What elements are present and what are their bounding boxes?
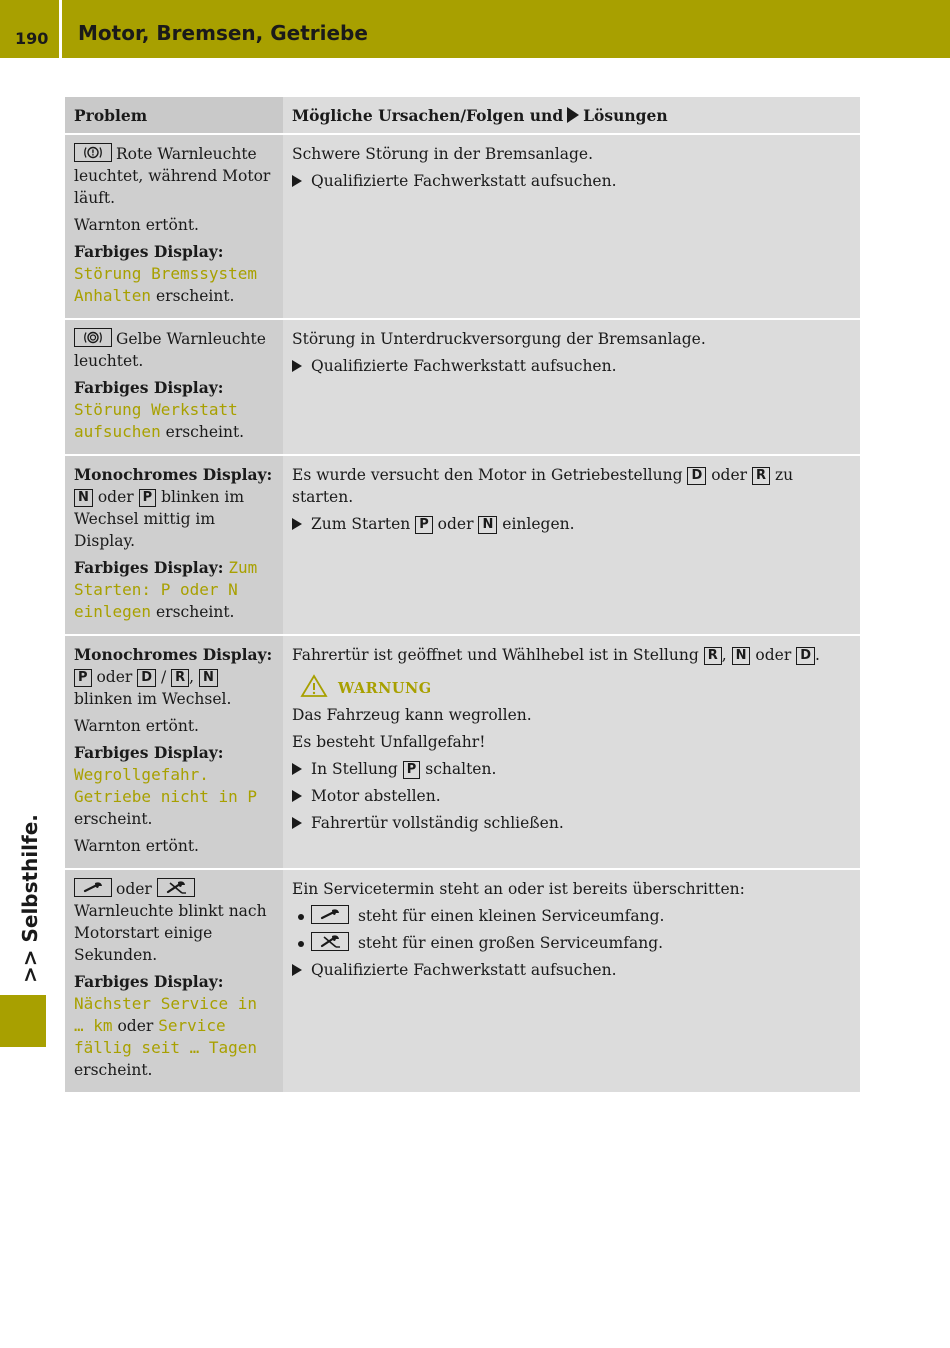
gear-key-badge: R — [752, 467, 770, 485]
mono-display-label: Monochromes Display: — [74, 645, 273, 664]
column-header-solutions — [283, 97, 860, 134]
column-header-solutions-b: Lösungen — [583, 106, 668, 125]
solution-cell — [283, 134, 860, 319]
solution-step-text-end: schalten. — [425, 760, 497, 778]
display-message-suffix: erscheint. — [156, 287, 235, 305]
table-row — [65, 635, 860, 869]
page-header — [0, 0, 950, 58]
gear-key-badge: N — [199, 669, 218, 687]
display-message-suffix: erscheint. — [165, 423, 245, 441]
problem-cell: Monochromes Display: P oder D / R , N blinken im Wechsel. Warnton ertönt. Farbiges Display: Wegrollgefahr. Getriebe nicht in P erscheint. Warnton ertönt. — [65, 635, 283, 869]
wrench-icon — [74, 878, 112, 897]
color-display-label: Farbiges Display: — [74, 972, 224, 991]
gear-key-badge: P — [415, 516, 433, 534]
solution-step — [292, 758, 852, 780]
or-text: oder — [97, 488, 134, 506]
list-item-text: steht für einen kleinen Serviceumfang. — [357, 907, 665, 925]
or-text: oder — [96, 668, 133, 686]
problem-text: Rote Warnleuchte leuchtet, während Motor läuft. — [74, 145, 271, 207]
column-header-problem: Problem — [65, 97, 283, 134]
display-message-suffix: erscheint. — [156, 603, 235, 621]
gear-key-badge: D — [687, 467, 706, 485]
gear-key-badge: R — [171, 669, 189, 687]
gear-key-badge: P — [74, 669, 92, 687]
solution-step-text-end: einlegen. — [502, 515, 575, 533]
cause-text: Störung in Unterdruckversorgung der Bremsanlage. — [292, 330, 706, 348]
problem-cell — [65, 134, 283, 319]
arrow-bullet-icon — [292, 763, 302, 775]
gear-key-badge: R — [704, 647, 722, 665]
solution-cell — [283, 455, 860, 635]
wrench-service-large-icon — [311, 932, 349, 951]
display-message: Nächster Service in … km — [74, 994, 258, 1035]
problem-text: Gelbe Warnleuchte leuchtet. — [74, 330, 266, 370]
list-item — [292, 932, 852, 954]
color-display-label: Farbiges Display: — [74, 378, 224, 397]
brake-warning-icon — [74, 328, 112, 347]
color-display-label: Farbiges Display: — [74, 743, 224, 762]
warning-text: Es besteht Unfallgefahr! — [292, 733, 486, 751]
solution-cell — [283, 869, 860, 1092]
warning-box-title — [300, 674, 852, 698]
column-header-solutions-a: Mögliche Ursachen/Folgen und — [292, 106, 564, 125]
display-message: Zum Starten: P oder N einlegen — [74, 558, 258, 621]
problem-text: blinken im Wechsel mittig im Display. — [74, 488, 245, 550]
or-text: oder — [437, 515, 474, 533]
section-side-label — [18, 808, 48, 983]
warning-sound-text: Warnton ertönt. — [74, 837, 199, 855]
gear-key-badge: P — [139, 489, 157, 507]
gear-key-badge: D — [796, 647, 815, 665]
solution-step — [292, 785, 852, 807]
solution-step — [292, 355, 852, 377]
arrow-bullet-icon — [292, 964, 302, 976]
solution-cell — [283, 319, 860, 455]
problem-cell — [65, 319, 283, 455]
solution-step-text: Zum Starten — [311, 515, 411, 533]
solution-step — [292, 812, 852, 834]
gear-key-badge: N — [732, 647, 751, 665]
page-title: Motor, Bremsen, Getriebe — [78, 21, 368, 45]
mono-display-label: Monochromes Display: — [74, 465, 273, 484]
or-text: oder — [116, 880, 152, 898]
arrow-bullet-icon — [292, 790, 302, 802]
display-message-suffix: erscheint. — [74, 1061, 153, 1079]
solution-step-text: Qualifizierte Fachwerkstatt aufsuchen. — [311, 357, 617, 375]
gear-key-badge: D — [137, 669, 156, 687]
wrench-icon — [311, 905, 349, 924]
problem-text: blinken im Wechsel. — [74, 690, 232, 708]
section-label-text: >> Selbsthilfe. — [18, 814, 42, 983]
arrow-bullet-icon — [292, 817, 302, 829]
solution-step-text: Fahrertür vollständig schließen. — [311, 814, 564, 832]
warning-text: Das Fahrzeug kann wegrollen. — [292, 706, 532, 724]
problem-cell — [65, 455, 283, 635]
display-message: Service fällig seit … Tagen — [74, 1016, 258, 1057]
page-number: 190 — [15, 29, 49, 48]
solution-step — [292, 513, 852, 535]
display-message: Störung Bremssystem Anhalten — [74, 264, 258, 305]
solution-step-text: In Stellung — [311, 760, 398, 778]
arrow-bullet-icon — [292, 360, 302, 372]
solution-step-text: Qualifizierte Fachwerkstatt aufsuchen. — [311, 961, 617, 979]
problem-cell — [65, 869, 283, 1092]
table-header-row — [65, 97, 860, 134]
solution-step-text: Motor abstellen. — [311, 787, 441, 805]
solution-step — [292, 959, 852, 981]
troubleshooting-table — [65, 97, 860, 1092]
warning-sound-text: Warnton ertönt. — [74, 216, 199, 234]
brake-warning-icon — [74, 143, 112, 162]
solution-step-text: Qualifizierte Fachwerkstatt aufsuchen. — [311, 172, 617, 190]
list-item-text: steht für einen großen Serviceumfang. — [357, 934, 664, 952]
warning-label: WARNUNG — [338, 680, 432, 697]
table-row — [65, 455, 860, 635]
warning-sound-text: Warnton ertönt. — [74, 717, 199, 735]
cause-text: Schwere Störung in der Bremsanlage. — [292, 145, 594, 163]
cause-text: Ein Servicetermin steht an oder ist bereits überschritten: — [292, 880, 745, 898]
cause-text: Es wurde versucht den Motor in Getriebestellung — [292, 466, 683, 484]
svg-text:!: ! — [91, 148, 95, 158]
section-tab-marker — [0, 995, 46, 1047]
gear-key-badge: P — [403, 761, 421, 779]
or-text: oder — [711, 466, 748, 484]
or-text: oder — [117, 1017, 154, 1035]
warning-triangle-icon — [300, 674, 328, 698]
color-display-label: Farbiges Display: — [74, 558, 224, 577]
solution-step — [292, 170, 852, 192]
table-row — [65, 869, 860, 1092]
table-row — [65, 134, 860, 319]
gear-key-badge: N — [74, 489, 93, 507]
display-message: Störung Werkstatt aufsuchen — [74, 400, 238, 441]
cause-text: Fahrertür ist geöffnet und Wählhebel ist in Stellung — [292, 646, 699, 664]
display-message: Wegrollgefahr. Getriebe nicht in P — [74, 765, 258, 806]
cause-text-end: zu starten. — [292, 466, 794, 506]
problem-text: Warnleuchte blinkt nach Motorstart einige Sekunden. — [74, 902, 267, 964]
list-item — [292, 905, 852, 927]
color-display-label: Farbiges Display: — [74, 242, 224, 261]
arrow-bullet-icon — [292, 175, 302, 187]
page-number-box — [0, 0, 62, 58]
gear-key-badge: N — [478, 516, 497, 534]
display-message-suffix: erscheint. — [74, 810, 153, 828]
wrench-service-large-icon — [157, 878, 195, 897]
arrow-bullet-icon — [567, 107, 579, 123]
table-row — [65, 319, 860, 455]
arrow-bullet-icon — [292, 518, 302, 530]
or-text: oder — [755, 646, 792, 664]
solution-cell: Fahrertür ist geöffnet und Wählhebel ist in Stellung R , N oder D . WARNUNG Das Fahrzeug kann wegrollen. Es besteht Unfallgefahr! In Stellung P schalten. Motor abstellen. Fahrertür vollständig schließen. — [283, 635, 860, 869]
